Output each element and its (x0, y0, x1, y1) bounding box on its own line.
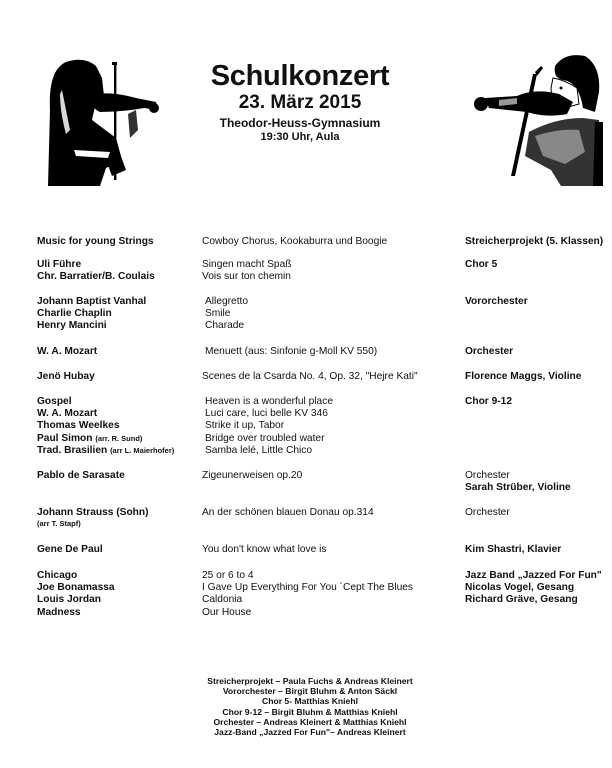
piece: Smile (205, 308, 231, 320)
piece: Bridge over troubled water (205, 432, 325, 444)
composer: Chr. Barratier/B. Coulais (37, 271, 155, 283)
performer: Orchester (465, 346, 514, 357)
piece-column (202, 470, 462, 482)
performer-column (465, 396, 610, 408)
composer: Chicago (37, 570, 78, 581)
violinist-silhouette-icon (26, 50, 162, 186)
performer: Streicherprojekt (5. Klassen) (465, 236, 604, 247)
piece-column (205, 346, 465, 358)
performer-column (465, 346, 610, 358)
piece: I Gave Up Everything For You ´Cept The Blues (202, 582, 414, 594)
performer: Florence Maggs, Violine (465, 371, 582, 382)
performer-column (465, 236, 610, 248)
performer-column (465, 544, 610, 556)
piece: 25 or 6 to 4 (202, 570, 254, 581)
composer: Gospel (37, 396, 72, 407)
composer-column (37, 470, 197, 482)
piece-column (202, 259, 462, 283)
piece-column (205, 396, 465, 457)
violinist-photo-right (455, 52, 605, 186)
performer-column (465, 570, 610, 607)
composer: Henry Mancini (37, 320, 107, 332)
performer: Nicolas Vogel, Gesang (465, 582, 575, 594)
credit-line: Vororchester – Birgit Bluhm & Anton Säckl (222, 686, 398, 697)
composer: Music for young Strings (37, 236, 154, 247)
piece-column (205, 296, 465, 333)
composer: Trad. Brasilien (arr L. Maierhofer) (37, 444, 175, 456)
piece-column (202, 371, 462, 383)
composer: W. A. Mozart (37, 346, 98, 357)
performer-column (465, 371, 610, 383)
performer: Richard Gräve, Gesang (465, 594, 578, 606)
composer: Joe Bonamassa (37, 582, 115, 594)
credit-line: Orchester – Andreas Kleinert & Matthias Kniehl (213, 716, 407, 727)
composer: Thomas Weelkes (37, 420, 120, 432)
performer: Orchester (465, 507, 510, 518)
composer-column (37, 570, 197, 619)
composer: Gene De Paul (37, 544, 103, 555)
piece: Luci care, luci belle KV 346 (205, 408, 328, 420)
performer-column (465, 296, 610, 308)
composer: Paul Simon (arr. R. Sund) (37, 432, 143, 444)
composer-column (37, 371, 197, 383)
concert-date: 23. März 2015 (238, 92, 362, 113)
performer: Chor 9-12 (465, 396, 512, 407)
performer: Sarah Strüber, Violine (465, 482, 571, 494)
composer: Jenö Hubay (37, 371, 95, 382)
performer: Kim Shastri, Klavier (465, 544, 562, 555)
page-title: Schulkonzert (210, 60, 390, 92)
piece-column (202, 236, 462, 248)
composer-column (37, 544, 197, 556)
piece: Our House (202, 606, 252, 618)
piece: Scenes de la Csarda No. 4, Op. 32, "Hejre Kati" (202, 371, 418, 382)
performer: Chor 5 (465, 259, 498, 270)
piece: Caldonia (202, 594, 243, 606)
piece: An der schönen blauen Donau op.314 (202, 507, 374, 518)
piece: Strike it up, Tabor (205, 420, 285, 432)
concert-time: 19:30 Uhr, Aula (260, 131, 340, 143)
arranger: (arr L. Maierhofer) (110, 445, 175, 455)
piece: Vois sur ton chemin (202, 271, 291, 283)
arranger: (arr T. Stapf) (37, 519, 81, 529)
piece-column (202, 544, 462, 556)
composer-column (37, 296, 197, 333)
piece: Charade (205, 320, 245, 332)
violinist-photo-left (26, 50, 162, 186)
performer-column (465, 259, 610, 271)
composer-column (37, 396, 197, 457)
concert-header (180, 60, 420, 144)
piece: Menuett (aus: Sinfonie g-Moll KV 550) (205, 346, 378, 357)
violinist-silhouette-icon (455, 52, 605, 186)
credit-line: Chor 9-12 – Birgit Bluhm & Matthias Kniehl (222, 706, 398, 717)
credit-line: Chor 5- Matthias Kniehl (262, 696, 358, 707)
piece-column (202, 570, 462, 619)
performer: Vororchester (465, 296, 528, 307)
piece: Samba lelé, Little Chico (205, 444, 313, 456)
credit-line: Streicherprojekt – Paula Fuchs & Andreas Kleinert (207, 676, 413, 686)
ensemble-leaders-credits (150, 676, 470, 737)
composer-column (37, 346, 197, 358)
arranger: (arr. R. Sund) (95, 433, 143, 443)
piece: Singen macht Spaß (202, 259, 292, 270)
composer: Madness (37, 606, 81, 618)
piece: Heaven is a wonderful place (205, 396, 333, 407)
composer-column (37, 236, 197, 248)
credit-line: Jazz-Band „Jazzed For Fun"– Andreas Kleinert (214, 727, 406, 738)
composer: W. A. Mozart (37, 408, 98, 420)
composer: Johann Strauss (Sohn) (37, 507, 149, 518)
performer-column (465, 470, 610, 494)
piece-column (202, 507, 462, 519)
piece: Cowboy Chorus, Kookaburra und Boogie (202, 236, 388, 247)
concert-venue: Theodor-Heuss-Gymnasium (219, 116, 381, 130)
piece: Allegretto (205, 296, 249, 307)
composer: Louis Jordan (37, 594, 101, 606)
composer: Charlie Chaplin (37, 308, 112, 320)
performer: Jazz Band „Jazzed For Fun" (465, 570, 602, 581)
piece: You don't know what love is (202, 544, 327, 555)
composer-column (37, 259, 197, 283)
performer: Orchester (465, 470, 510, 481)
piece: Zigeunerweisen op.20 (202, 470, 303, 481)
performer-column (465, 507, 610, 519)
composer: Uli Führe (37, 259, 82, 270)
composer: Johann Baptist Vanhal (37, 296, 147, 307)
composer: Pablo de Sarasate (37, 470, 125, 481)
composer-column (37, 507, 197, 529)
